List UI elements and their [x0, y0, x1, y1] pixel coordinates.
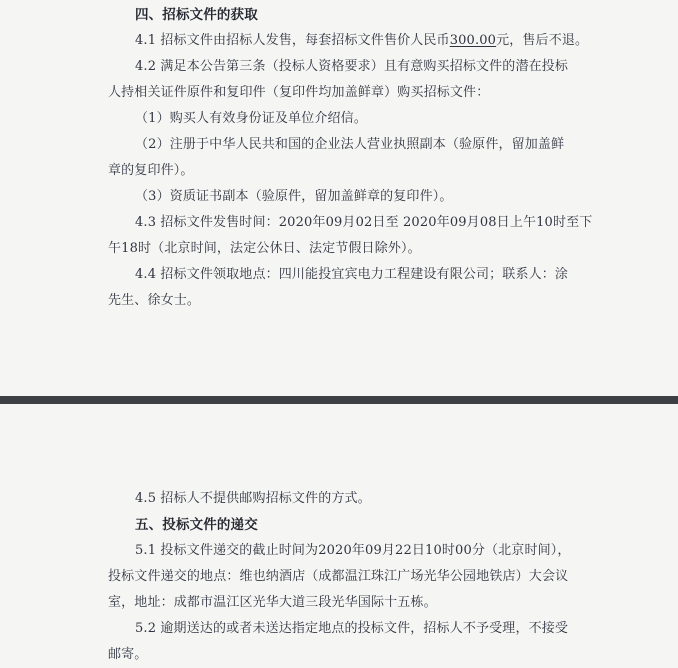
paragraph-4-3-line-1: 4.3 招标文件发售时间：2020年09月02日至 2020年09月08日上午10时至下	[135, 215, 593, 230]
document-page-2	[0, 404, 678, 668]
list-item-3: （3）资质证书副本（验原件，留加盖鲜章的复印件）。	[135, 189, 453, 204]
page-divider	[0, 396, 678, 404]
paragraph-5-2-line-1: 5.2 逾期送达的或者未送达指定地点的投标文件，招标人不予受理，不接受	[135, 621, 569, 636]
paragraph-5-2-line-2: 邮寄。	[108, 647, 148, 662]
paragraph-4-2-line-1: 4.2 满足本公告第三条（投标人资格要求）且有意购买招标文件的潜在投标	[135, 59, 569, 74]
list-item-2-line-1: （2）注册于中华人民共和国的企业法人营业执照副本（验原件，留加盖鲜	[135, 137, 565, 152]
paragraph-5-1-line-3: 室，地址：成都市温江区光华大道三段光华国际十五栋。	[108, 595, 437, 610]
paragraph-4-4-line-1: 4.4 招标文件领取地点：四川能投宜宾电力工程建设有限公司；联系人：涂	[135, 267, 569, 282]
section-heading-5: 五、投标文件的递交	[135, 517, 258, 533]
paragraph-4-1-text-before: 4.1 招标文件由招标人发售，每套招标文件售价人民币	[135, 33, 450, 48]
paragraph-4-1	[135, 32, 588, 50]
paragraph-4-1-text-after: 元，售后不退。	[496, 33, 589, 48]
list-item-1: （1）购买人有效身份证及单位介绍信。	[135, 111, 367, 126]
list-item-2-line-2: 章的复印件）。	[108, 163, 194, 178]
paragraph-4-4-line-2: 先生、徐女士。	[108, 293, 201, 308]
paragraph-4-2-line-2: 人持相关证件原件和复印件（复印件均加盖鲜章）购买招标文件：	[108, 85, 490, 100]
section-heading-4: 四、招标文件的获取	[135, 7, 258, 23]
price-value: 300.00	[449, 33, 497, 48]
paragraph-4-3-line-2: 午18时（北京时间，法定公休日、法定节假日除外）。	[108, 241, 421, 256]
paragraph-4-5: 4.5 招标人不提供邮购招标文件的方式。	[135, 491, 371, 506]
paragraph-5-1-line-1: 5.1 投标文件递交的截止时间为2020年09月22日10时00分（北京时间），	[135, 543, 571, 558]
paragraph-5-1-line-2: 投标文件递交的地点：维也纳酒店（成都温江珠江广场光华公园地铁店）大会议	[108, 569, 569, 584]
